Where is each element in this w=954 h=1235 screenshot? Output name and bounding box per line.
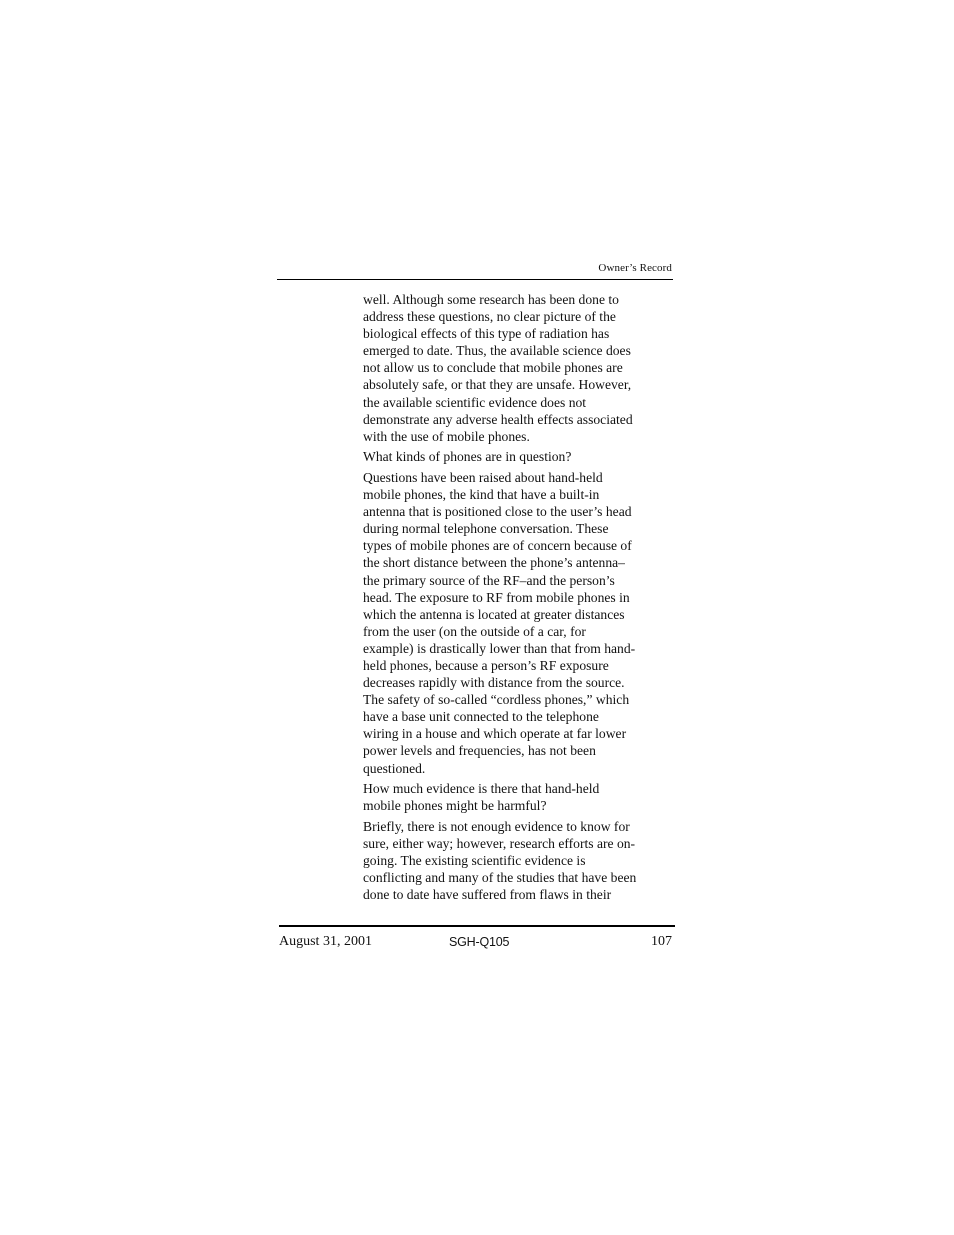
text-line: What kinds of phones are in question? (363, 449, 572, 465)
page-number: 107 (651, 934, 672, 949)
text-line: decreases rapidly with distance from the source. (363, 675, 625, 691)
text-line: mobile phones, the kind that have a built-in (363, 487, 600, 503)
question-phone-kinds (363, 448, 683, 465)
text-line: not allow us to conclude that mobile phones are (363, 360, 623, 376)
text-line: wiring in a house and which operate at far lower (363, 726, 627, 742)
text-line: done to date have suffered from flaws in their (363, 887, 612, 903)
text-line: held phones, because a person’s RF exposure (363, 657, 609, 673)
text-line: which the antenna is located at greater distances (363, 606, 625, 622)
text-line: biological effects of this type of radiation has (363, 326, 610, 342)
text-line: example) is drastically lower than that from hand- (363, 640, 636, 656)
text-line: sure, either way; however, research efforts are on- (363, 835, 636, 851)
text-line: absolutely safe, or that they are unsafe. However, (363, 377, 632, 393)
paragraph-evidence-answer (363, 818, 683, 903)
text-line: emerged to date. Thus, the available science does (363, 343, 631, 359)
paragraph-radiation-effects (363, 291, 683, 445)
text-line: during normal telephone conversation. These (363, 521, 609, 537)
paragraph-hand-held-phones (363, 469, 683, 777)
text-line: the available scientific evidence does not (363, 394, 587, 410)
text-line: head. The exposure to RF from mobile phones in (363, 589, 630, 605)
footer-rule (279, 925, 675, 927)
text-line: The safety of so-called “cordless phones,” which (363, 692, 630, 708)
text-line: from the user (on the outside of a car, for (363, 623, 586, 639)
text-line: conflicting and many of the studies that have been (363, 870, 637, 886)
text-line: types of mobile phones are of concern because of (363, 538, 632, 554)
text-line: well. Although some research has been done to (363, 292, 619, 307)
text-line: antenna that is positioned close to the user’s head (363, 504, 632, 520)
text-line: have a base unit connected to the telephone (363, 709, 599, 725)
text-line: the short distance between the phone’s antenna– (363, 555, 625, 571)
text-line: going. The existing scientific evidence is (363, 853, 586, 868)
text-line: Questions have been raised about hand-held (363, 469, 603, 485)
text-line: mobile phones might be harmful? (363, 798, 547, 814)
text-line: questioned. (363, 760, 426, 776)
text-line: How much evidence is there that hand-held (363, 781, 600, 797)
text-line: power levels and frequencies, has not been (363, 743, 596, 759)
running-header: Owner’s Record (598, 262, 672, 274)
text-line: with the use of mobile phones. (363, 428, 530, 444)
text-line: address these questions, no clear picture of the (363, 309, 616, 325)
footer-date: August 31, 2001 (279, 934, 372, 949)
text-line: the primary source of the RF–and the person’s (363, 572, 615, 588)
body-text (363, 291, 683, 907)
question-evidence (363, 780, 683, 814)
footer-model-number: SGH-Q105 (449, 935, 510, 949)
text-line: Briefly, there is not enough evidence to know for (363, 818, 630, 834)
text-line: demonstrate any adverse health effects associated (363, 411, 633, 427)
header-rule (277, 279, 673, 280)
